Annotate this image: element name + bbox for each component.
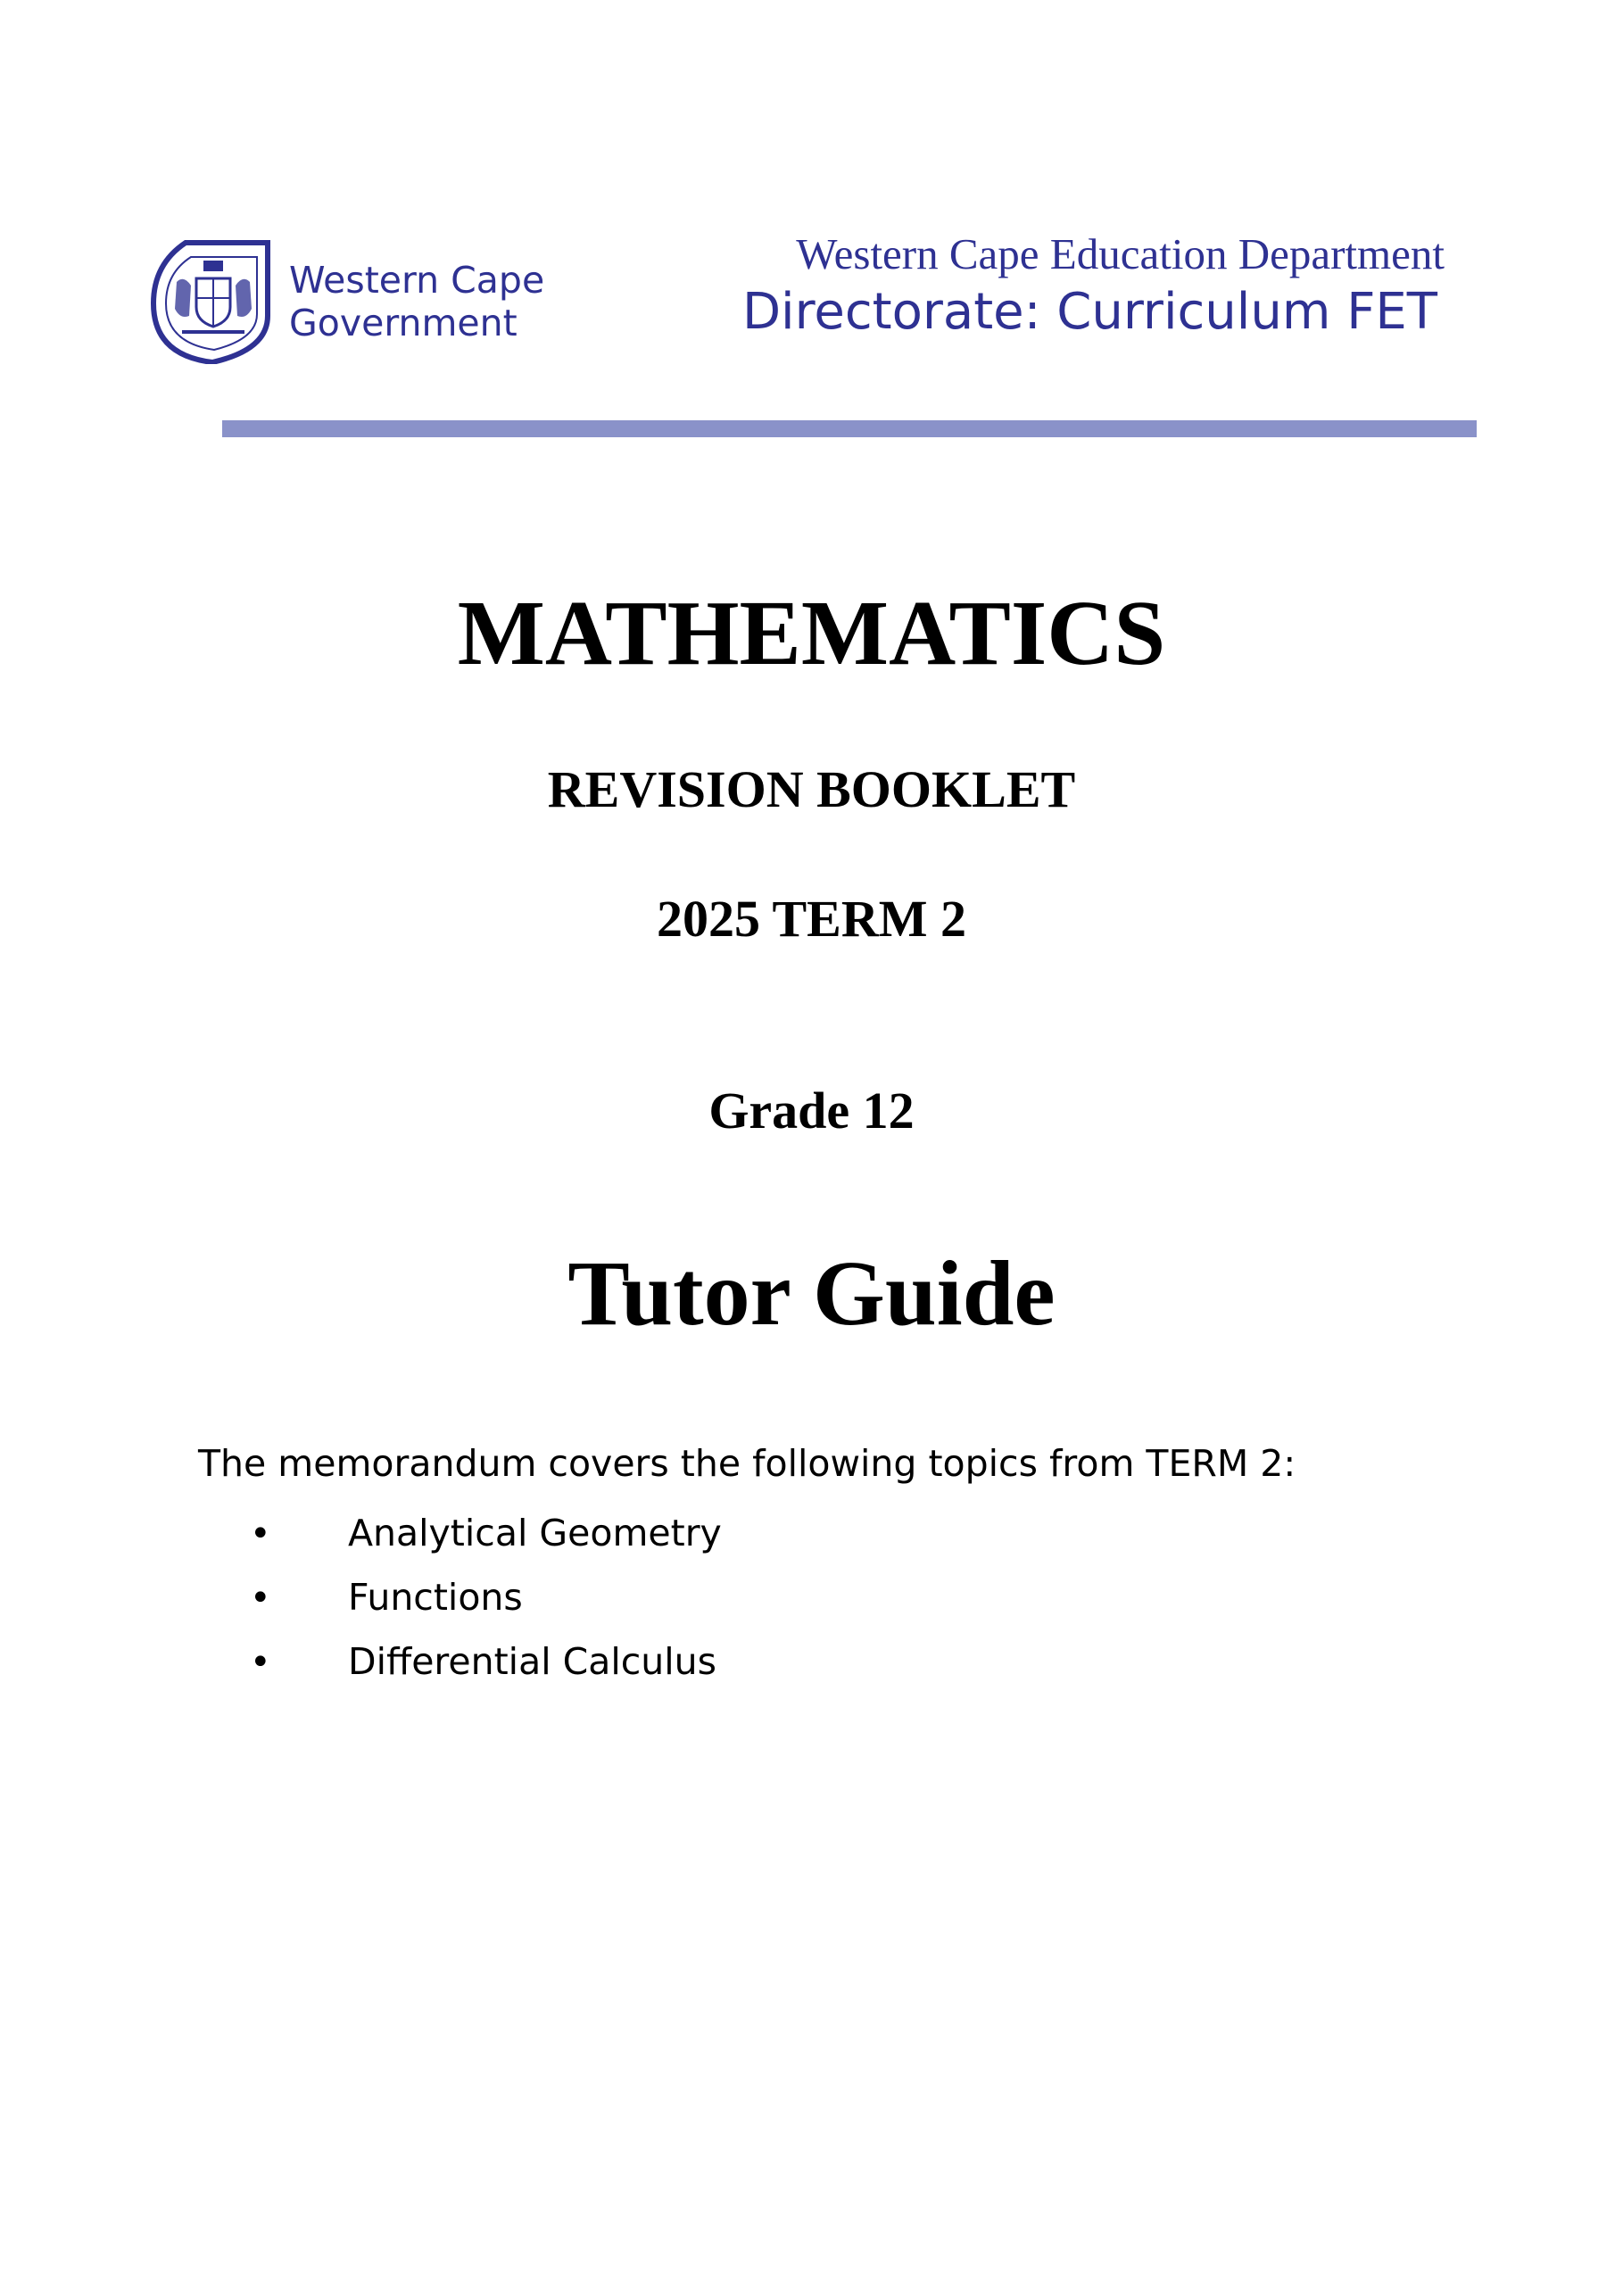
memo-intro: The memorandum covers the following topics from TERM 2: — [198, 1442, 1296, 1485]
western-cape-government-logo — [150, 239, 569, 364]
directorate-name: Directorate: Curriculum FET — [741, 283, 1437, 341]
topic-label: Functions — [348, 1576, 523, 1619]
term-label: 2025 TERM 2 — [657, 890, 966, 948]
subject-title: MATHEMATICS — [457, 582, 1166, 684]
department-heading — [742, 228, 1445, 344]
topic-label: Analytical Geometry — [348, 1512, 722, 1554]
grade-label: Grade 12 — [708, 1082, 915, 1140]
list-item — [250, 1501, 722, 1565]
logo-line-western-cape: Western Cape — [289, 259, 545, 302]
topic-label: Differential Calculus — [348, 1640, 717, 1683]
booklet-subtitle: REVISION BOOKLET — [547, 760, 1076, 818]
department-name: Western Cape Education Department — [796, 229, 1445, 278]
bullet-icon: • — [250, 1578, 271, 1619]
western-cape-coat-of-arms-icon — [150, 239, 277, 364]
logo-line-government: Government — [289, 302, 518, 344]
bullet-icon: • — [250, 1642, 271, 1683]
topic-list — [250, 1501, 722, 1694]
logo-text — [289, 259, 544, 344]
bullet-icon: • — [250, 1513, 271, 1554]
list-item — [250, 1629, 722, 1694]
header-divider — [222, 420, 1477, 437]
guide-title: Tutor Guide — [567, 1242, 1056, 1345]
list-item — [250, 1565, 722, 1629]
